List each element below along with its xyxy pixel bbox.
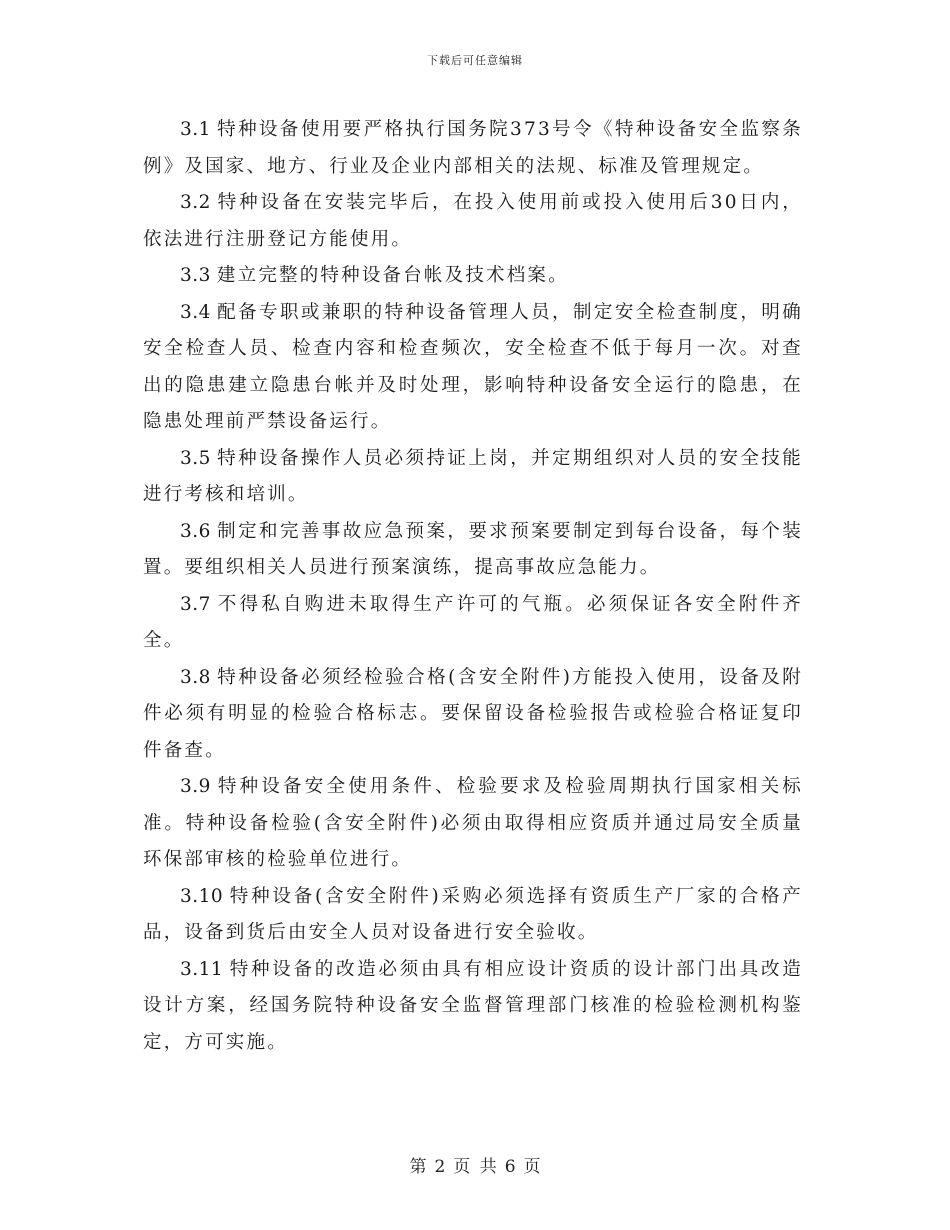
paragraph-text: 特种设备操作人员必须持证上岗，并定期组织对人员的安全技能进行考核和培训。 <box>143 447 803 505</box>
paragraph-3-9 <box>143 769 803 879</box>
page-label-suffix: 页 <box>523 1157 541 1177</box>
paragraph-3-7 <box>143 587 803 660</box>
paragraph-text: 特种设备(含安全附件)采购必须选择有资质生产厂家的合格产品，设备到货后由安全人员对设备进行安全验收。 <box>143 885 803 943</box>
paragraph-text: 配备专职或兼职的特种设备管理人员，制定安全检查制度，明确安全检查人员、检查内容和检查频次，安全检查不低于每月一次。对查出的隐患建立隐患台帐并及时处理，影响特种设备安全运行的隐患，在隐患处理前严禁设备运行。 <box>143 301 803 432</box>
paragraph-text: 不得私自购进未取得生产许可的气瓶。必须保证各安全附件齐全。 <box>143 593 803 651</box>
section-number: 3.5 <box>180 447 211 469</box>
paragraph-text: 特种设备必须经检验合格(含安全附件)方能投入使用，设备及附件必须有明显的检验合格标志。要保留设备检验报告或检验合格证复印件备查。 <box>143 666 803 761</box>
section-number: 3.3 <box>180 265 211 286</box>
section-number: 3.10 <box>180 885 224 907</box>
section-number: 3.9 <box>180 776 211 797</box>
section-number: 3.6 <box>180 520 211 542</box>
paragraph-3-6 <box>143 514 803 587</box>
current-page-number: 2 <box>434 1157 446 1177</box>
paragraph-text: 特种设备的改造必须由具有相应设计资质的设计部门出具改造设计方案，经国务院特种设备安全监督管理部门核准的检验检测机构鉴定，方可实施。 <box>143 958 803 1053</box>
page-label-prefix: 第 <box>409 1157 427 1177</box>
paragraph-text: 特种设备在安装完毕后，在投入使用前或投入使用后30日内，依法进行注册登记方能使用。 <box>143 192 803 250</box>
paragraph-3-4 <box>143 295 803 441</box>
paragraph-text: 特种设备使用要严格执行国务院373号令《特种设备安全监察条例》及国家、地方、行业及企业内部相关的法规、标准及管理规定。 <box>143 119 803 177</box>
section-number: 3.1 <box>180 119 211 140</box>
paragraph-3-1 <box>143 112 803 185</box>
section-number: 3.4 <box>180 301 211 323</box>
page-label-mid: 页 共 <box>453 1157 497 1177</box>
paragraph-3-2 <box>143 185 803 258</box>
total-pages-number: 6 <box>504 1157 516 1177</box>
paragraph-3-8 <box>143 660 803 770</box>
document-body <box>143 112 803 1061</box>
section-number: 3.11 <box>180 958 224 980</box>
paragraph-3-3 <box>143 258 803 295</box>
paragraph-3-5 <box>143 441 803 514</box>
paragraph-text: 制定和完善事故应急预案，要求预案要制定到每台设备，每个装置。要组织相关人员进行预案演练，提高事故应急能力。 <box>143 520 803 578</box>
paragraph-3-10 <box>143 879 803 952</box>
paragraph-text: 特种设备安全使用条件、检验要求及检验周期执行国家相关标准。特种设备检验(含安全附件)必须由取得相应资质并通过局安全质量环保部审核的检验单位进行。 <box>143 776 803 870</box>
section-number: 3.2 <box>180 192 211 213</box>
section-number: 3.8 <box>180 666 211 688</box>
section-number: 3.7 <box>180 593 211 615</box>
paragraph-text: 建立完整的特种设备台帐及技术档案。 <box>216 265 569 286</box>
paragraph-3-11 <box>143 952 803 1062</box>
page-footer <box>0 1152 950 1177</box>
page-header: 下载后可任意编辑 <box>427 54 523 67</box>
